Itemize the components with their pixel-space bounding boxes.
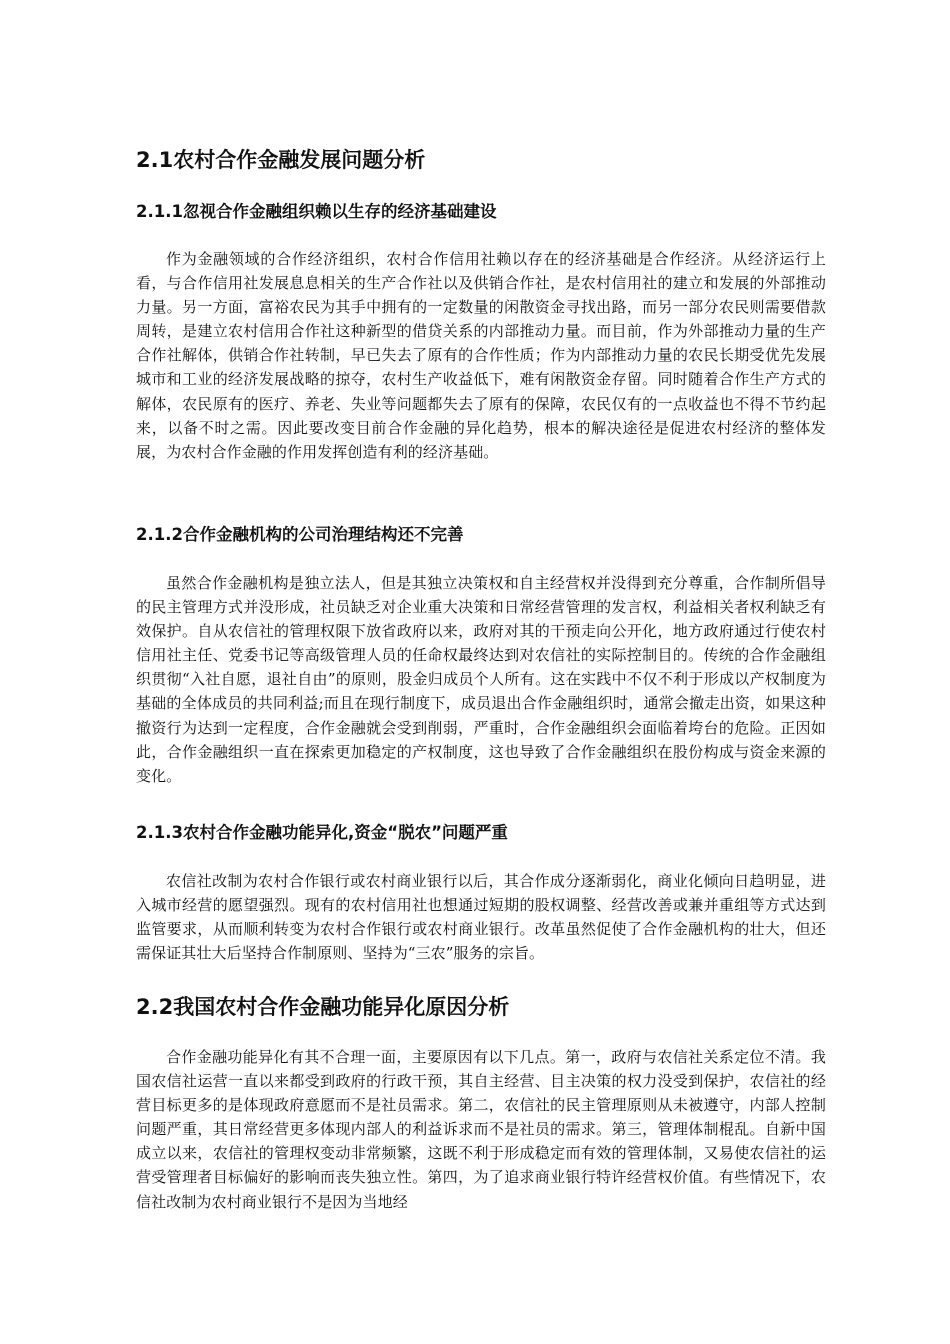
- paragraph-2-1-1: 作为金融领域的合作经济组织，农村合作信用社赖以存在的经济基础是合作经济。从经济运行上看，与合作信用社发展息息相关的生产合作社以及供销合作社，是农村信用社的建立和发展的外部推动力量。另一方面，富裕农民为其手中拥有的一定数量的闲散资金寻找出路，而另一部分农民则需要借款周转，是建立农村信用合作社这种新型的借贷关系的内部推动力量。而目前，作为外部推动力量的生产合作社解体，供销合作社转制，早已失去了原有的合作性质；作为内部推动力量的农民长期受优先发展城市和工业的经济发展战略的掠夺，农村生产收益低下，难有闲散资金存留。同时随着合作生产方式的解体，农民原有的医疗、养老、失业等问题都失去了原有的保障，农民仅有的一点收益也不得不节约起来，以备不时之需。因此要改变目前合作金融的异化趋势，根本的解决途径是促进农村经济的整体发展，为农村合作金融的作用发挥创造有利的经济基础。: [136, 250, 826, 461]
- subsection-heading-2-1-2: 2.1.2合作金融机构的公司治理结构还不完善: [136, 525, 464, 544]
- section-heading-2-1: 2.1农村合作金融发展问题分析: [136, 148, 426, 172]
- paragraph-2-2: 合作金融功能异化有其不合理一面，主要原因有以下几点。第一，政府与农信社关系定位不清。我国农信社运营一直以来都受到政府的行政干预，其自主经营、目主决策的权力没受到保护，农信社的经营目标更多的是体现政府意愿而不是社员需求。第二，农信社的民主管理原则从未被遵守，内部人控制问题严重，其日常经营更多体现内部人的利益诉求而不是社员的需求。第三，管理体制棍乱。自新中国成立以来，农信社的管理权变动非常频繁，这既不利于形成稳定而有效的管理体制，又易使农信社的运营受管理者目标偏好的影响而丧失独立性。第四，为了追求商业银行特许经营权价值。有些情况下，农信社改制为农村商业银行不是因为当地经: [136, 1048, 826, 1211]
- paragraph-2-1-2: 虽然合作金融机构是独立法人，但是其独立决策权和自主经营权并没得到充分尊重，合作制所倡导的民主管理方式并没形成，社员缺乏对企业重大决策和日常经营管理的发言权，利益相关者权利缺乏有效保护。自从农信社的管理权限下放省政府以来，政府对其的干预走向公开化，地方政府通过行使农村信用社主任、党委书记等高级管理人员的任命权最终达到对农信社的实际控制目的。传统的合作金融组织贯彻“入社自愿，退社自由”的原则，股金归成员个人所有。这在实践中不仅不利于形成以产权制度为基础的全体成员的共同利益;而且在现行制度下，成员退出合作金融组织时，通常会撤走出资，如果这种撤资行为达到一定程度，合作金融就会受到削弱，严重时，合作金融组织会面临着垮台的危险。正因如此，合作金融组织一直在探索更加稳定的产权制度，这也导致了合作金融组织在股份构成与资金来源的变化。: [136, 574, 826, 785]
- subsection-heading-2-1-3: 2.1.3农村合作金融功能异化,资金“脱农”问题严重: [136, 823, 508, 842]
- section-heading-2-2: 2.2我国农村合作金融功能异化原因分析: [136, 995, 510, 1019]
- subsection-heading-2-1-1: 2.1.1忽视合作金融组织赖以生存的经济基础建设: [136, 202, 497, 221]
- paragraph-2-1-3: 农信社改制为农村合作银行或农村商业银行以后，其合作成分逐渐弱化，商业化倾向日趋明显，进入城市经营的愿望强烈。现有的农村信用社也想通过短期的股权调整、经营改善或兼并重组等方式达到监管要求，从而顺利转变为农村合作银行或农村商业银行。改革虽然促使了合作金融机构的壮大，但还需保证其壮大后坚持合作制原则、坚持为“三农”服务的宗旨。: [136, 872, 826, 963]
